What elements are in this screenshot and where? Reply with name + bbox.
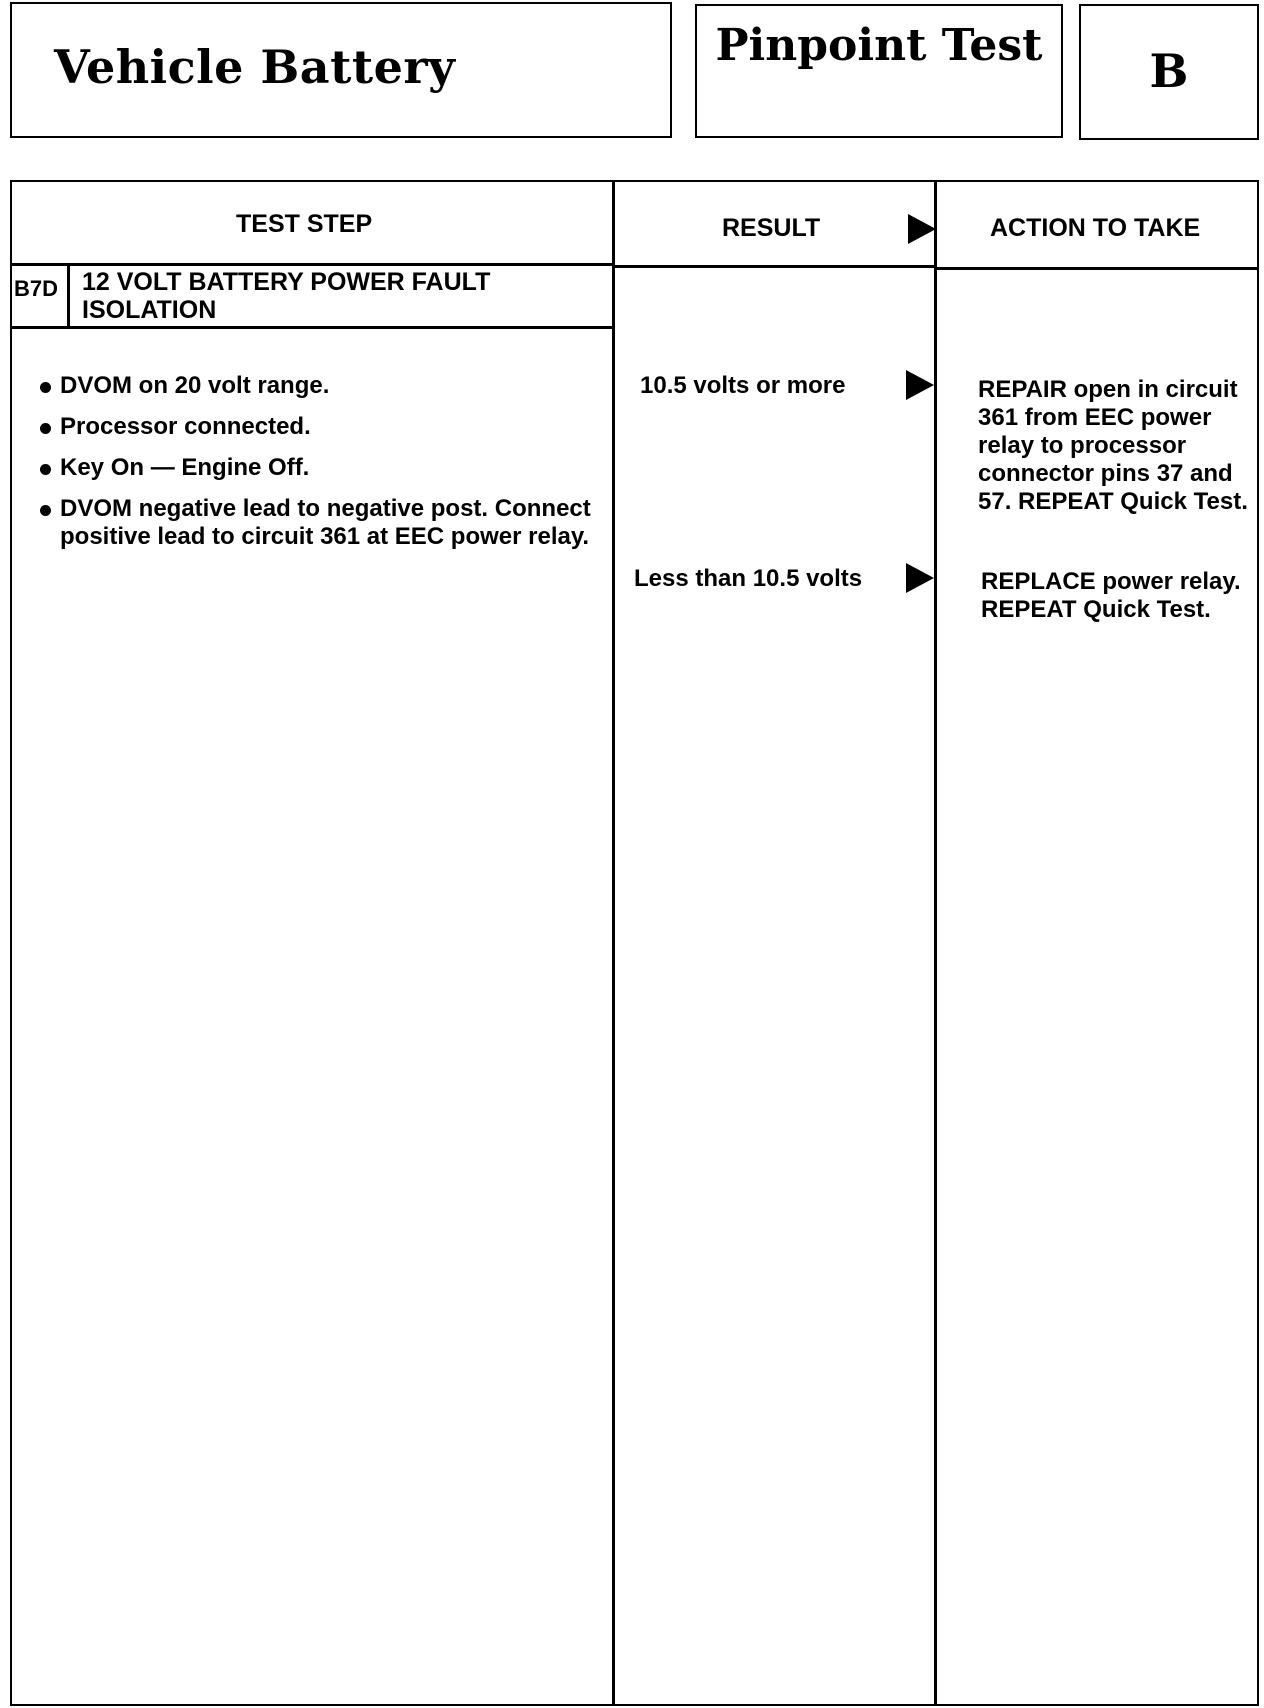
step-id: B7D (14, 276, 59, 301)
result-2-arrow-icon (906, 563, 934, 593)
title-box (10, 2, 672, 138)
column-header-action: ACTION TO TAKE (990, 214, 1201, 242)
header-arrow-icon (908, 214, 936, 244)
step-title: 12 VOLT BATTERY POWER FAULT ISOLATION (82, 268, 491, 324)
column-divider-2 (934, 182, 937, 1704)
pinpoint-test-table (10, 180, 1259, 1706)
result-1: 10.5 volts or more (640, 372, 846, 399)
action-1: REPAIR open in circuit 361 from EEC power relay to processor connector pins 37 and 57. REPEAT Quick Test. (978, 376, 1248, 515)
result-2: Less than 10.5 volts (634, 565, 863, 592)
instruction-item: Processor connected. (34, 413, 614, 441)
header-divider-test-step (12, 263, 615, 266)
test-type-label: Pinpoint Test (715, 20, 1043, 71)
document-title: Vehicle Battery (54, 40, 456, 94)
step-id-divider (67, 263, 70, 326)
instruction-item: Key On — Engine Off. (34, 454, 614, 482)
step-instructions (34, 372, 614, 564)
test-code-box (1079, 4, 1259, 140)
action-2: REPLACE power relay. REPEAT Quick Test. (981, 568, 1241, 623)
instruction-item: DVOM negative lead to negative post. Connect positive lead to circuit 361 at EEC power relay. (34, 495, 614, 551)
test-code: B (1149, 44, 1189, 98)
header-divider-result (612, 265, 937, 268)
column-header-result: RESULT (722, 214, 821, 242)
column-header-test-step: TEST STEP (236, 210, 373, 238)
step-title-divider (12, 326, 615, 329)
instruction-item: DVOM on 20 volt range. (34, 372, 614, 400)
header-divider-action (934, 267, 1257, 270)
test-type-box (695, 4, 1063, 138)
result-1-arrow-icon (906, 370, 934, 400)
